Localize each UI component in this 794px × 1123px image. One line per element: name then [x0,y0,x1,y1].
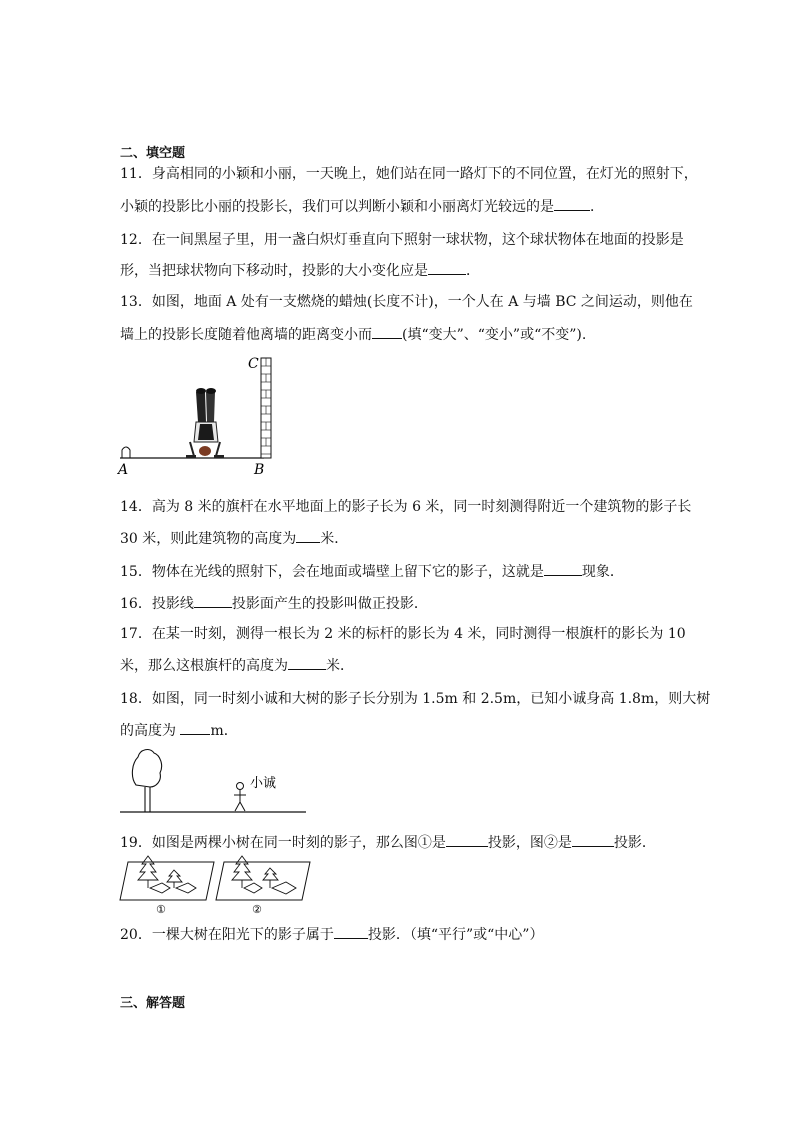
q13-line1: 13．如图，地面 A 处有一支燃烧的蜡烛(长度不计)，一个人在 A 与墙 BC 之间运动，则他在 [120,294,693,310]
fig2-label: ② [252,903,262,916]
q19-answer-blank-2[interactable] [572,832,614,847]
q16-end: 投影面产生的投影叫做正投影． [231,596,428,612]
q17-answer-blank[interactable] [288,655,326,670]
q15-line [120,561,680,582]
tree-icon [138,856,182,888]
q19-answer-blank-1[interactable] [446,832,488,847]
q19-text: 19．如图是两棵小树在同一时刻的影子，那么图①是 [120,835,446,851]
q11-answer-blank[interactable] [554,196,590,211]
q17-text: 米，那么这根旗杆的高度为 [120,658,288,674]
q19-figure-1 [118,852,218,916]
q11-line1: 11．身高相同的小颖和小丽，一天晚上，她们站在同一路灯下的不同位置，在灯光的照射下， [120,166,698,182]
q13-figure [116,350,286,480]
candle-icon [122,447,130,458]
q14-end: 米． [320,531,349,547]
q15-answer-blank[interactable] [544,561,582,576]
q19-line [120,832,680,853]
q18-end: m． [210,723,238,739]
q16-line [120,593,680,614]
q20-text: 20．一棵大树在阳光下的影子属于 [120,927,334,943]
q12-line2 [120,260,680,281]
q14-line1: 14．高为 8 米的旗杆在水平地面上的影子长为 6 米，同一时刻测得附近一个建筑物的影子长 [120,499,692,515]
q16-text: 16．投影线 [120,596,194,612]
q14-answer-blank[interactable] [296,528,320,543]
q20-end: 投影．（填“平行”或“中心”） [367,927,544,943]
q18-answer-blank[interactable] [180,720,210,735]
q12-answer-blank[interactable] [428,260,466,275]
q18-line1: 18．如图，同一时刻小诚和大树的影子长分别为 1.5m 和 2.5m，已知小诚身高 1.8m，则大树 [120,691,711,707]
q17-line1: 17．在某一时刻，测得一根长为 2 米的标杆的影长为 4 米，同时测得一根旗杆的影长为 10 [120,626,686,642]
q17-end: 米． [326,658,354,674]
q16-answer-blank[interactable] [194,593,232,608]
fig1-label: ① [156,903,166,916]
q17-line2 [120,655,680,676]
q18-text: 的高度为 [120,723,181,739]
q11-end: ． [590,199,604,215]
q11-text: 小颖的投影比小丽的投影长，我们可以判断小颖和小丽离灯光较远的是 [120,199,554,215]
q12-text: 形，当把球状物向下移动时，投影的大小变化应是 [120,263,428,279]
label-a: A [118,462,129,478]
q15-text: 15．物体在光线的照射下，会在地面或墙壁上留下它的影子，这就是 [120,564,544,580]
q13-end: (填“变大”、“变小”或“不变”). [402,327,587,343]
shadow-icon [150,883,196,893]
ground-plane [216,862,310,900]
ground-plane [120,862,214,900]
q19-figure-2 [214,852,314,916]
q19-end: 投影． [613,835,656,851]
section-heading-answer: 三、解答题 [120,996,186,1011]
xiaocheng-label: 小诚 [250,776,277,791]
tree-icon [132,750,161,812]
label-c: C [248,356,259,372]
q14-line2 [120,528,680,549]
q14-text: 30 米，则此建筑物的高度为 [120,531,297,547]
q12-line1: 12．在一间黑屋子里，用一盏白炽灯垂直向下照射一球状物，这个球状物体在地面的投影是 [120,232,684,248]
person-handstand-icon [186,388,224,458]
section-heading-fill-in: 二、填空题 [120,146,186,161]
q13-text: 墙上的投影长度随着他离墙的距离变小而 [120,327,372,343]
q13-line2 [120,324,680,345]
q12-end: ． [466,263,480,279]
q13-answer-blank[interactable] [372,324,402,339]
person-stick-icon [234,783,246,812]
q15-end: 现象． [581,564,624,580]
label-b: B [254,462,265,478]
q20-answer-blank[interactable] [334,924,368,939]
q18-line2 [120,720,680,741]
q18-figure [118,745,318,815]
q20-line [120,924,680,945]
q11-line2 [120,196,680,217]
q19-mid: 投影，图②是 [487,835,572,851]
